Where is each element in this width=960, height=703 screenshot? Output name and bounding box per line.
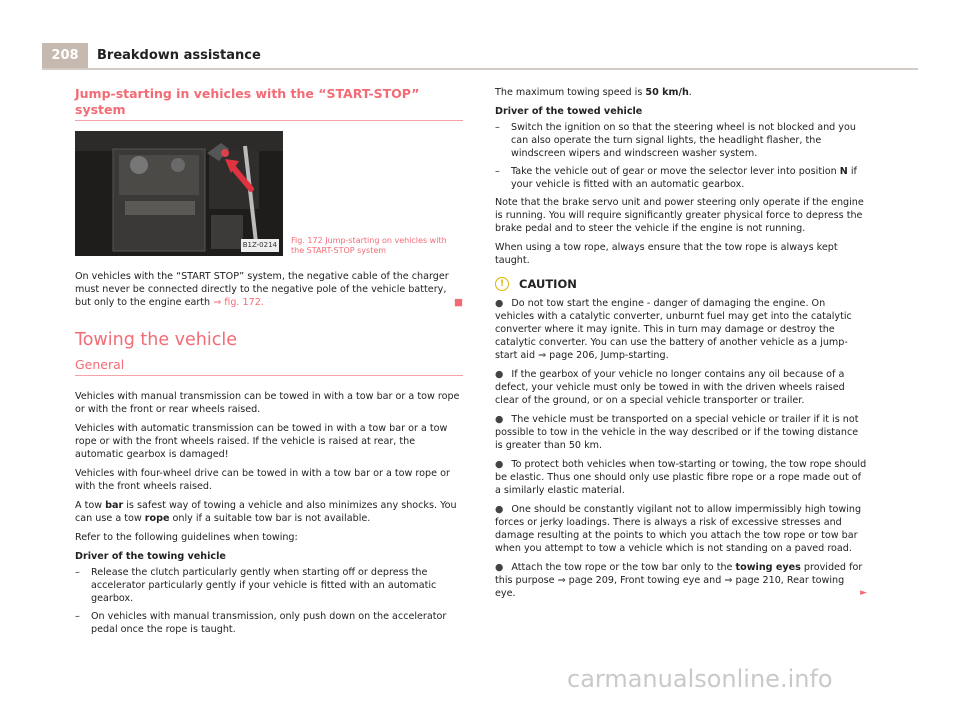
left-column [75,86,463,641]
towed-item-gear [511,165,867,191]
towing-eyes-word: towing eyes [735,562,801,573]
page-number: 208 [42,43,88,69]
dash-marker: – [75,611,80,622]
battery-illustration [75,131,283,256]
caution-elastic-rope: To protect both vehicles when tow-starting or towing, the tow rope should be elastic. Thus one should only use plastic fibre rope or a rope made out of a similarly elastic material. [495,459,867,496]
tow-bar-text-a: A tow [75,500,106,511]
tow-bar-text-c: only if a suitable tow bar is not available. [169,513,371,524]
caution-bullet [495,368,867,407]
header-rule [42,68,918,70]
manual-transmission-paragraph: Vehicles with manual transmission can be towed in with a tow bar or a tow rope or with the front or rear wheels raised. [75,391,460,415]
speed-value: 50 km/h [645,87,689,98]
start-stop-paragraph [75,270,463,309]
section-end-mark: ■ [453,297,463,308]
subheading-rule [75,375,463,376]
brake-servo-note: Note that the brake servo unit and power steering only operate if the engine is running. You will require significantly greater physical force to depress the brake pedal and to steer the vehicle if the engine is not running. [495,197,864,234]
section-title: Breakdown assistance [97,48,261,63]
automatic-transmission-paragraph: Vehicles with automatic transmission can be towed in with a tow bar or a tow rope or with the front wheels raised. If the vehicle is raised at rear, the automatic gearbox is damaged! [75,423,448,460]
guidelines-paragraph: Refer to the following guidelines when towing: [75,532,298,543]
caution-title: CAUTION [519,276,577,291]
caution-header [495,277,867,291]
speed-period: . [688,87,692,98]
caution-transport: The vehicle must be transported on a special vehicle or trailer if it is not possible to tow in the vehicle in the way described or if the towing distance is greater than 50 km. [495,414,859,451]
dash-marker: – [75,567,80,578]
caution-tow-start: Do not tow start the engine - danger of damaging the engine. On vehicles with a catalytic converter, unburnt fuel may get into the catalytic converter where it may ignite. This in turn may damage or destroy the catalytic converter. You can use the battery of another vehicle as a jump-start aid ⇒ page 206, Jump-starting. [495,298,852,361]
towed-item-ignition: Switch the ignition on so that the steering wheel is not blocked and you can also operate the turn signal lights, the headlight flasher, the windscreen wipers and windscreen washer system. [511,122,856,159]
dash-marker: – [495,122,500,133]
bullet-icon: ● [495,298,504,309]
dash-marker: – [495,166,500,177]
towing-vehicle-heading: Driver of the towing vehicle [75,551,226,562]
list-item [495,121,867,160]
caution-gearbox-oil: If the gearbox of your vehicle no longer contains any oil because of a defect, your vehicle must only be towed in with the driven wheels raised clear of the ground, or on a special vehicle transporter or trailer. [495,369,845,406]
caution-eyes-text-a: Attach the tow rope or the tow bar only to the [511,562,736,573]
caution-bullet [495,503,867,555]
figure-link[interactable]: ⇒ fig. 172. [213,297,264,308]
caution-bullet [495,561,867,600]
caution-icon: ! [495,277,509,291]
watermark: carmanualsonline.info [567,665,833,693]
figure-code: B1Z-0214 [241,239,279,252]
tow-bar-word: bar [105,500,124,511]
bullet-icon: ● [495,504,504,515]
bullet-icon: ● [495,459,504,470]
start-stop-text: On vehicles with the “START STOP” system, the negative cable of the charger must never be connected directly to the negative pole of the vehicle battery, but only to the engine earth [75,271,449,308]
tow-bar-paragraph [75,499,463,525]
towing-item-accelerator: On vehicles with manual transmission, only push down on the accelerator pedal once the rope is taught. [91,611,447,635]
figure-row [75,131,463,256]
heading-rule [75,120,463,121]
towing-item-clutch: Release the clutch particularly gently when starting off or depress the accelerator particularly gently if your vehicle is fitted with an automatic gearbox. [91,567,437,604]
caution-eyes-text-b: provided for this purpose ⇒ page 209, Front towing eye and ⇒ page 210, Rear towing eye. [495,562,863,599]
general-subheading: General [75,357,125,372]
towing-speed-paragraph [495,86,867,99]
bullet-icon: ● [495,562,504,573]
figure-caption: Fig. 172 Jump-starting on vehicles with the START-STOP system [291,236,447,255]
right-column [495,86,867,606]
towed-vehicle-heading: Driver of the towed vehicle [495,106,643,117]
battery-photo [75,131,283,256]
list-item [75,610,463,636]
tow-bar-text-b: is safest way of towing a vehicle and also minimizes any shocks. You can use a tow [75,500,457,524]
speed-text: The maximum towing speed is [495,87,646,98]
caution-bullet [495,458,867,497]
gear-text-b: if your vehicle is fitted with an automatic gearbox. [511,166,857,190]
list-item [495,165,867,191]
list-item [75,566,463,605]
tow-rope-taught-paragraph: When using a tow rope, always ensure that the tow rope is always kept taught. [495,242,838,266]
caution-forces: One should be constantly vigilant not to allow impermissibly high towing forces or jerky loadings. There is always a risk of excessive stresses and damage resulting at the points to which you attach the tow rope or tow bar when you attempt to tow a vehicle which is not standing on a paved road. [495,504,862,554]
tow-rope-word: rope [144,513,170,524]
caution-bullet [495,413,867,452]
towing-heading: Towing the vehicle [75,330,237,350]
gear-position-n: N [839,166,848,177]
jump-start-heading: Jump-starting in vehicles with the “START-STOP” system [75,86,420,117]
continue-arrow-icon: ► [860,588,867,598]
bullet-icon: ● [495,414,504,425]
bullet-icon: ● [495,369,504,380]
gear-text-a: Take the vehicle out of gear or move the selector lever into position [511,166,840,177]
caution-bullet [495,297,867,362]
four-wheel-drive-paragraph: Vehicles with four-wheel drive can be towed in with a tow bar or a tow rope or with the front wheels raised. [75,468,450,492]
